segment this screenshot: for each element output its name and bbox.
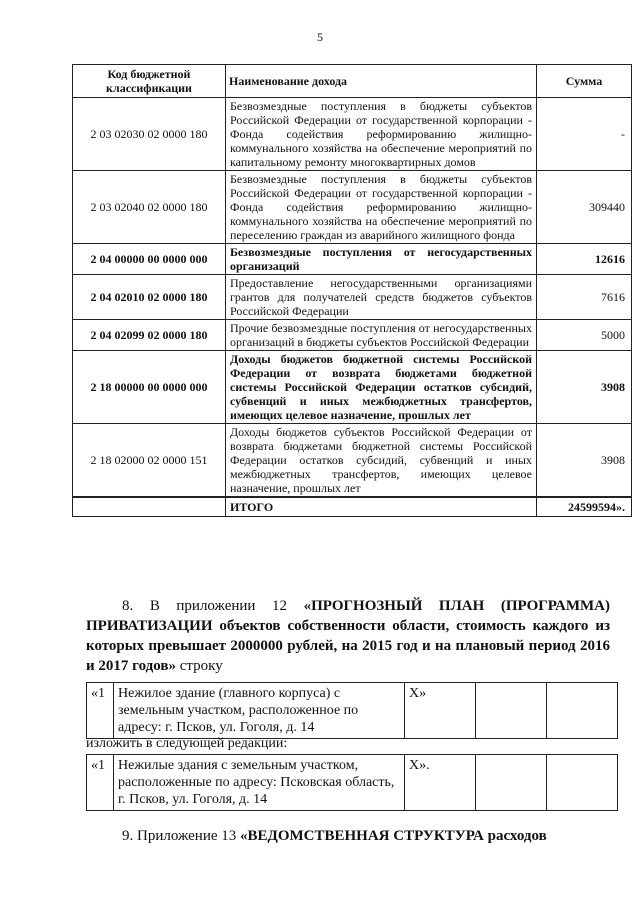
new-row-mark: Х». [405, 755, 476, 811]
row-sum: 3908 [537, 424, 632, 498]
paragraph-8-title: «ПРОГНОЗНЫЙ ПЛАН (ПРОГРАММА) ПРИВАТИЗАЦИИ объектов собственности области, стоимость каждого из которых превышает 2000000 рублей, на 2015 год и на плановый период 2016 и 2017 годов» [86, 598, 611, 674]
row-code: 2 18 00000 00 0000 000 [73, 351, 226, 424]
row-sum: 7616 [537, 275, 632, 320]
row-sum: - [537, 98, 632, 171]
table-row [73, 98, 632, 171]
old-row-mark: Х» [405, 683, 476, 739]
privatization-new-row-table [86, 754, 618, 811]
paragraph-9-lead: 9. Приложение 13 [122, 828, 241, 844]
total-sum: 24599594». [537, 497, 632, 517]
table-row [73, 171, 632, 244]
header-name: Наименование дохода [226, 65, 537, 98]
row-sum: 309440 [537, 171, 632, 244]
table-total-row [73, 497, 632, 517]
row-code: 2 03 02030 02 0000 180 [73, 98, 226, 171]
row-code: 2 18 02000 02 0000 151 [73, 424, 226, 498]
row-name: Прочие безвозмездные поступления от негосударственных организаций в бюджеты субъектов Российской Федерации [226, 320, 537, 351]
table-row [73, 320, 632, 351]
paragraph-8 [86, 596, 610, 676]
table-row [73, 351, 632, 424]
paragraph-8-lead: 8. В приложении 12 [122, 598, 304, 614]
new-row-empty-1 [476, 755, 547, 811]
old-row-empty-2 [547, 683, 618, 739]
row-name: Безвозмездные поступления от негосударственных организаций [226, 244, 537, 275]
row-name: Доходы бюджетов субъектов Российской Федерации от возврата бюджетами бюджетной системы Российской Федерации остатков субсидий, субвенций и иных межбюджетных трансфертов, имеющих целевое назначение, прошлых лет [226, 424, 537, 498]
total-label: ИТОГО [226, 497, 537, 517]
paragraph-9-title: «ВЕДОМСТВЕННАЯ СТРУКТУРА расходов [240, 828, 547, 844]
row-name: Предоставление негосударственными организациями грантов для получателей средств бюджетов субъектов Российской Федерации [226, 275, 537, 320]
row-code: 2 04 02010 02 0000 180 [73, 275, 226, 320]
old-row-number: «1 [87, 683, 114, 739]
new-row-name: Нежилые здания с земельным участком, расположенные по адресу: Псковская область, г. Псков, ул. Гоголя, д. 14 [114, 755, 405, 811]
row-code: 2 04 00000 00 0000 000 [73, 244, 226, 275]
table-header-row [73, 65, 632, 98]
header-code: Код бюджетной классификации [73, 65, 226, 98]
new-row-number: «1 [87, 755, 114, 811]
paragraph-9 [86, 826, 610, 846]
row-name: Безвозмездные поступления в бюджеты субъектов Российской Федерации от государственной корпорации - Фонда содействия реформированию жилищно-коммунального хозяйства на обеспечение мероприятий по переселению граждан из аварийного жилищного фонда [226, 171, 537, 244]
table-row [87, 755, 618, 811]
row-code: 2 03 02040 02 0000 180 [73, 171, 226, 244]
row-sum: 12616 [537, 244, 632, 275]
table-row [73, 244, 632, 275]
new-row-empty-2 [547, 755, 618, 811]
table-row [73, 275, 632, 320]
total-code-empty [73, 497, 226, 517]
table-row [87, 683, 618, 739]
old-row-empty-1 [476, 683, 547, 739]
row-sum: 3908 [537, 351, 632, 424]
edit-note: изложить в следующей редакции: [86, 736, 288, 751]
privatization-old-row-table [86, 682, 618, 739]
header-sum: Сумма [537, 65, 632, 98]
table-row [73, 424, 632, 498]
paragraph-8-tail: строку [175, 658, 223, 674]
row-name: Безвозмездные поступления в бюджеты субъектов Российской Федерации от государственной корпорации - Фонда содействия реформированию жилищно-коммунального хозяйства на обеспечение мероприятий по капитальному ремонту многоквартирных домов [226, 98, 537, 171]
budget-income-table [72, 64, 632, 517]
row-code: 2 04 02099 02 0000 180 [73, 320, 226, 351]
row-sum: 5000 [537, 320, 632, 351]
row-name: Доходы бюджетов бюджетной системы Российской Федерации от возврата бюджетами бюджетной системы Российской Федерации остатков субсидий, субвенций и иных межбюджетных трансфертов, имеющих целевое назначение, прошлых лет [226, 351, 537, 424]
old-row-name: Нежилое здание (главного корпуса) с земельным участком, расположенное по адресу: г. Псков, ул. Гоголя, д. 14 [114, 683, 405, 739]
page-number: 5 [317, 30, 323, 44]
